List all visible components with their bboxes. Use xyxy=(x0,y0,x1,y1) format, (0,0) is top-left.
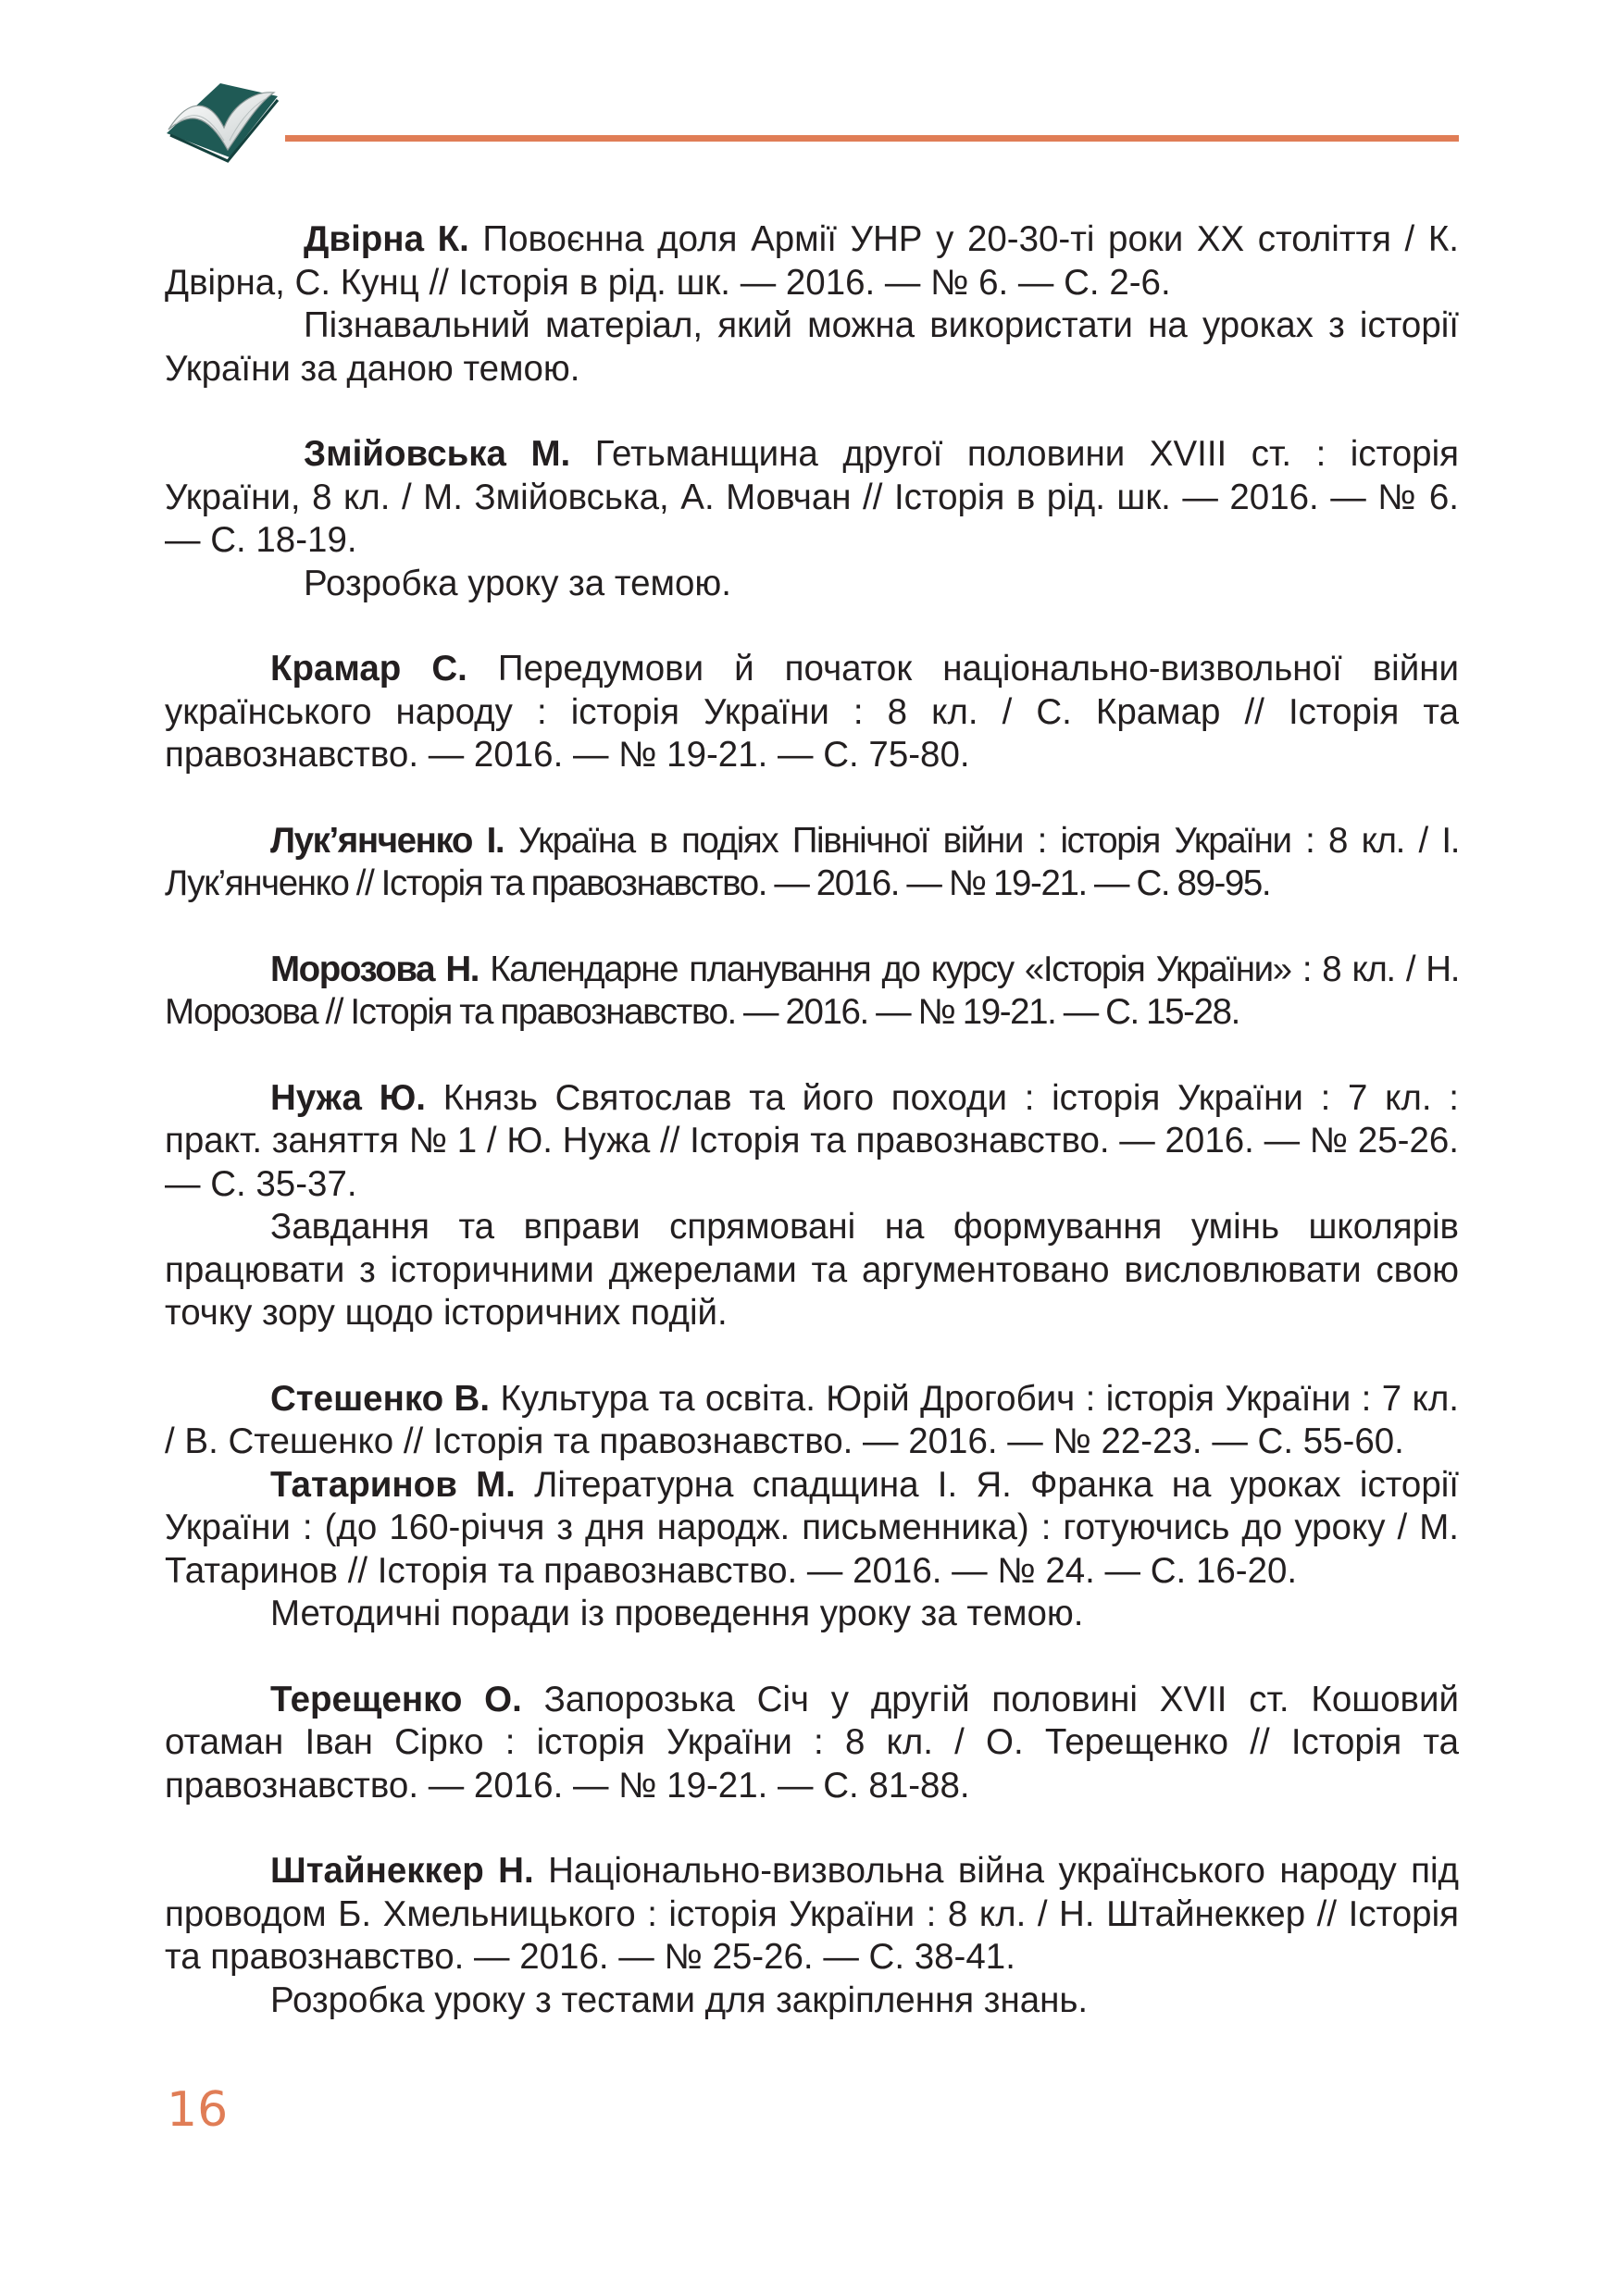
bibliography-entry xyxy=(165,433,1459,605)
citation xyxy=(165,1464,1459,1594)
bibliography-entry xyxy=(165,648,1459,777)
annotation: Розробка уроку з тестами для закріплення знань. xyxy=(270,1980,1089,2020)
annotation: Розробка уроку за темою. xyxy=(304,563,731,603)
citation-text: Князь Святослав та його походи : історія України : 7 кл. : практ. заняття № 1 / Ю. Нужа // Історія та правознавство. — 2016. — № 25-26. — С. 35-37. xyxy=(165,1077,1459,1204)
author: Морозова Н. xyxy=(270,949,479,989)
author: Штайнеккер Н. xyxy=(270,1851,534,1891)
citation xyxy=(165,1679,1459,1808)
citation xyxy=(165,1850,1459,1980)
bibliography-entry xyxy=(165,949,1459,1035)
open-book-icon xyxy=(156,76,294,178)
annotation: Завдання та вправи спрямовані на формування умінь школярів працювати з історичними джерелами та аргументовано висловлювати свою точку зору щодо історичних подій. xyxy=(165,1207,1459,1333)
bibliography-list xyxy=(165,218,1459,2022)
citation-text: Літературна спадщина І. Я. Франка на уроках історії України : (до 160-річчя з дня народж. письменника) : готуючись до уроку / М. Татаринов // Історія та правознавство. — 2016. — № 24. — С. 16-20. xyxy=(165,1464,1459,1591)
citation-text: Україна в подіях Північної війни : історія України : 8 кл. / І. Лук’янченко // Історія та правознавство. — 2016. — № 19-21. — С. 89-95. xyxy=(165,820,1459,903)
citation xyxy=(165,820,1459,906)
citation-text: Запорозька Січ у другій половині XVII ст. Кошовий отаман Іван Сірко : історія України : 8 кл. / О. Терещенко // Історія та правознавство. — 2016. — № 19-21. — С. 81-88. xyxy=(165,1679,1459,1806)
author: Татаринов М. xyxy=(270,1464,516,1505)
bibliography-entry xyxy=(165,1850,1459,2022)
citation xyxy=(165,1077,1459,1207)
citation xyxy=(165,433,1459,563)
bibliography-entry xyxy=(165,820,1459,906)
author: Стешенко В. xyxy=(270,1378,491,1419)
citation-text: Національно-визвольна війна українського народу під проводом Б. Хмельницького : історія України : 8 кл. / Н. Штайнеккер // Історія та правознавство. — 2016. — № 25-26. — С. 38-41. xyxy=(165,1851,1459,1977)
author: Терещенко О. xyxy=(270,1679,522,1719)
citation-text: Повоєнна доля Армії УНР у 20-30-ті роки XX століття / К. Двірна, С. Кунц // Історія в рід. шк. — 2016. — № 6. — С. 2-6. xyxy=(165,219,1459,303)
citation xyxy=(165,1378,1459,1464)
citation-text: Календарне планування до курсу «Історія України» : 8 кл. / Н. Морозова // Історія та правознавство. — 2016. — № 19-21. — С. 15-28. xyxy=(165,949,1459,1032)
bibliography-entry xyxy=(165,1679,1459,1808)
citation-text: Передумови й початок національно-визвольної війни українського народу : історія України : 8 кл. / С. Крамар // Історія та правознавство. — 2016. — № 19-21. — С. 75-80. xyxy=(165,649,1459,775)
author: Лук’янченко І. xyxy=(270,820,504,861)
citation xyxy=(165,218,1459,304)
bibliography-entry xyxy=(165,1464,1459,1636)
citation-text: Гетьманщина другої половини XVIII ст. : історія України, 8 кл. / М. Змійовська, А. Мовчан // Історія в рід. шк. — 2016. — № 6. — С. 18-19. xyxy=(165,434,1459,560)
citation-text: Культура та освіта. Юрій Дрогобич : історія України : 7 кл. / В. Стешенко // Історія та правознавство. — 2016. — № 22-23. — С. 55-60. xyxy=(165,1378,1459,1461)
bibliography-entry xyxy=(165,1077,1459,1335)
citation xyxy=(165,648,1459,777)
author: Двірна К. xyxy=(304,219,469,259)
header-rule xyxy=(285,135,1459,142)
page-number: 16 xyxy=(167,2082,229,2138)
annotation: Пізнавальний матеріал, який можна використати на уроках з історії України за даною темою. xyxy=(165,305,1459,389)
annotation: Методичні поради із проведення уроку за темою. xyxy=(270,1594,1084,1633)
citation xyxy=(165,949,1459,1035)
bibliography-entry xyxy=(165,218,1459,391)
author: Нужа Ю. xyxy=(270,1077,426,1118)
bibliography-entry xyxy=(165,1378,1459,1464)
author: Крамар С. xyxy=(270,649,467,689)
author: Змійовська М. xyxy=(304,434,571,474)
